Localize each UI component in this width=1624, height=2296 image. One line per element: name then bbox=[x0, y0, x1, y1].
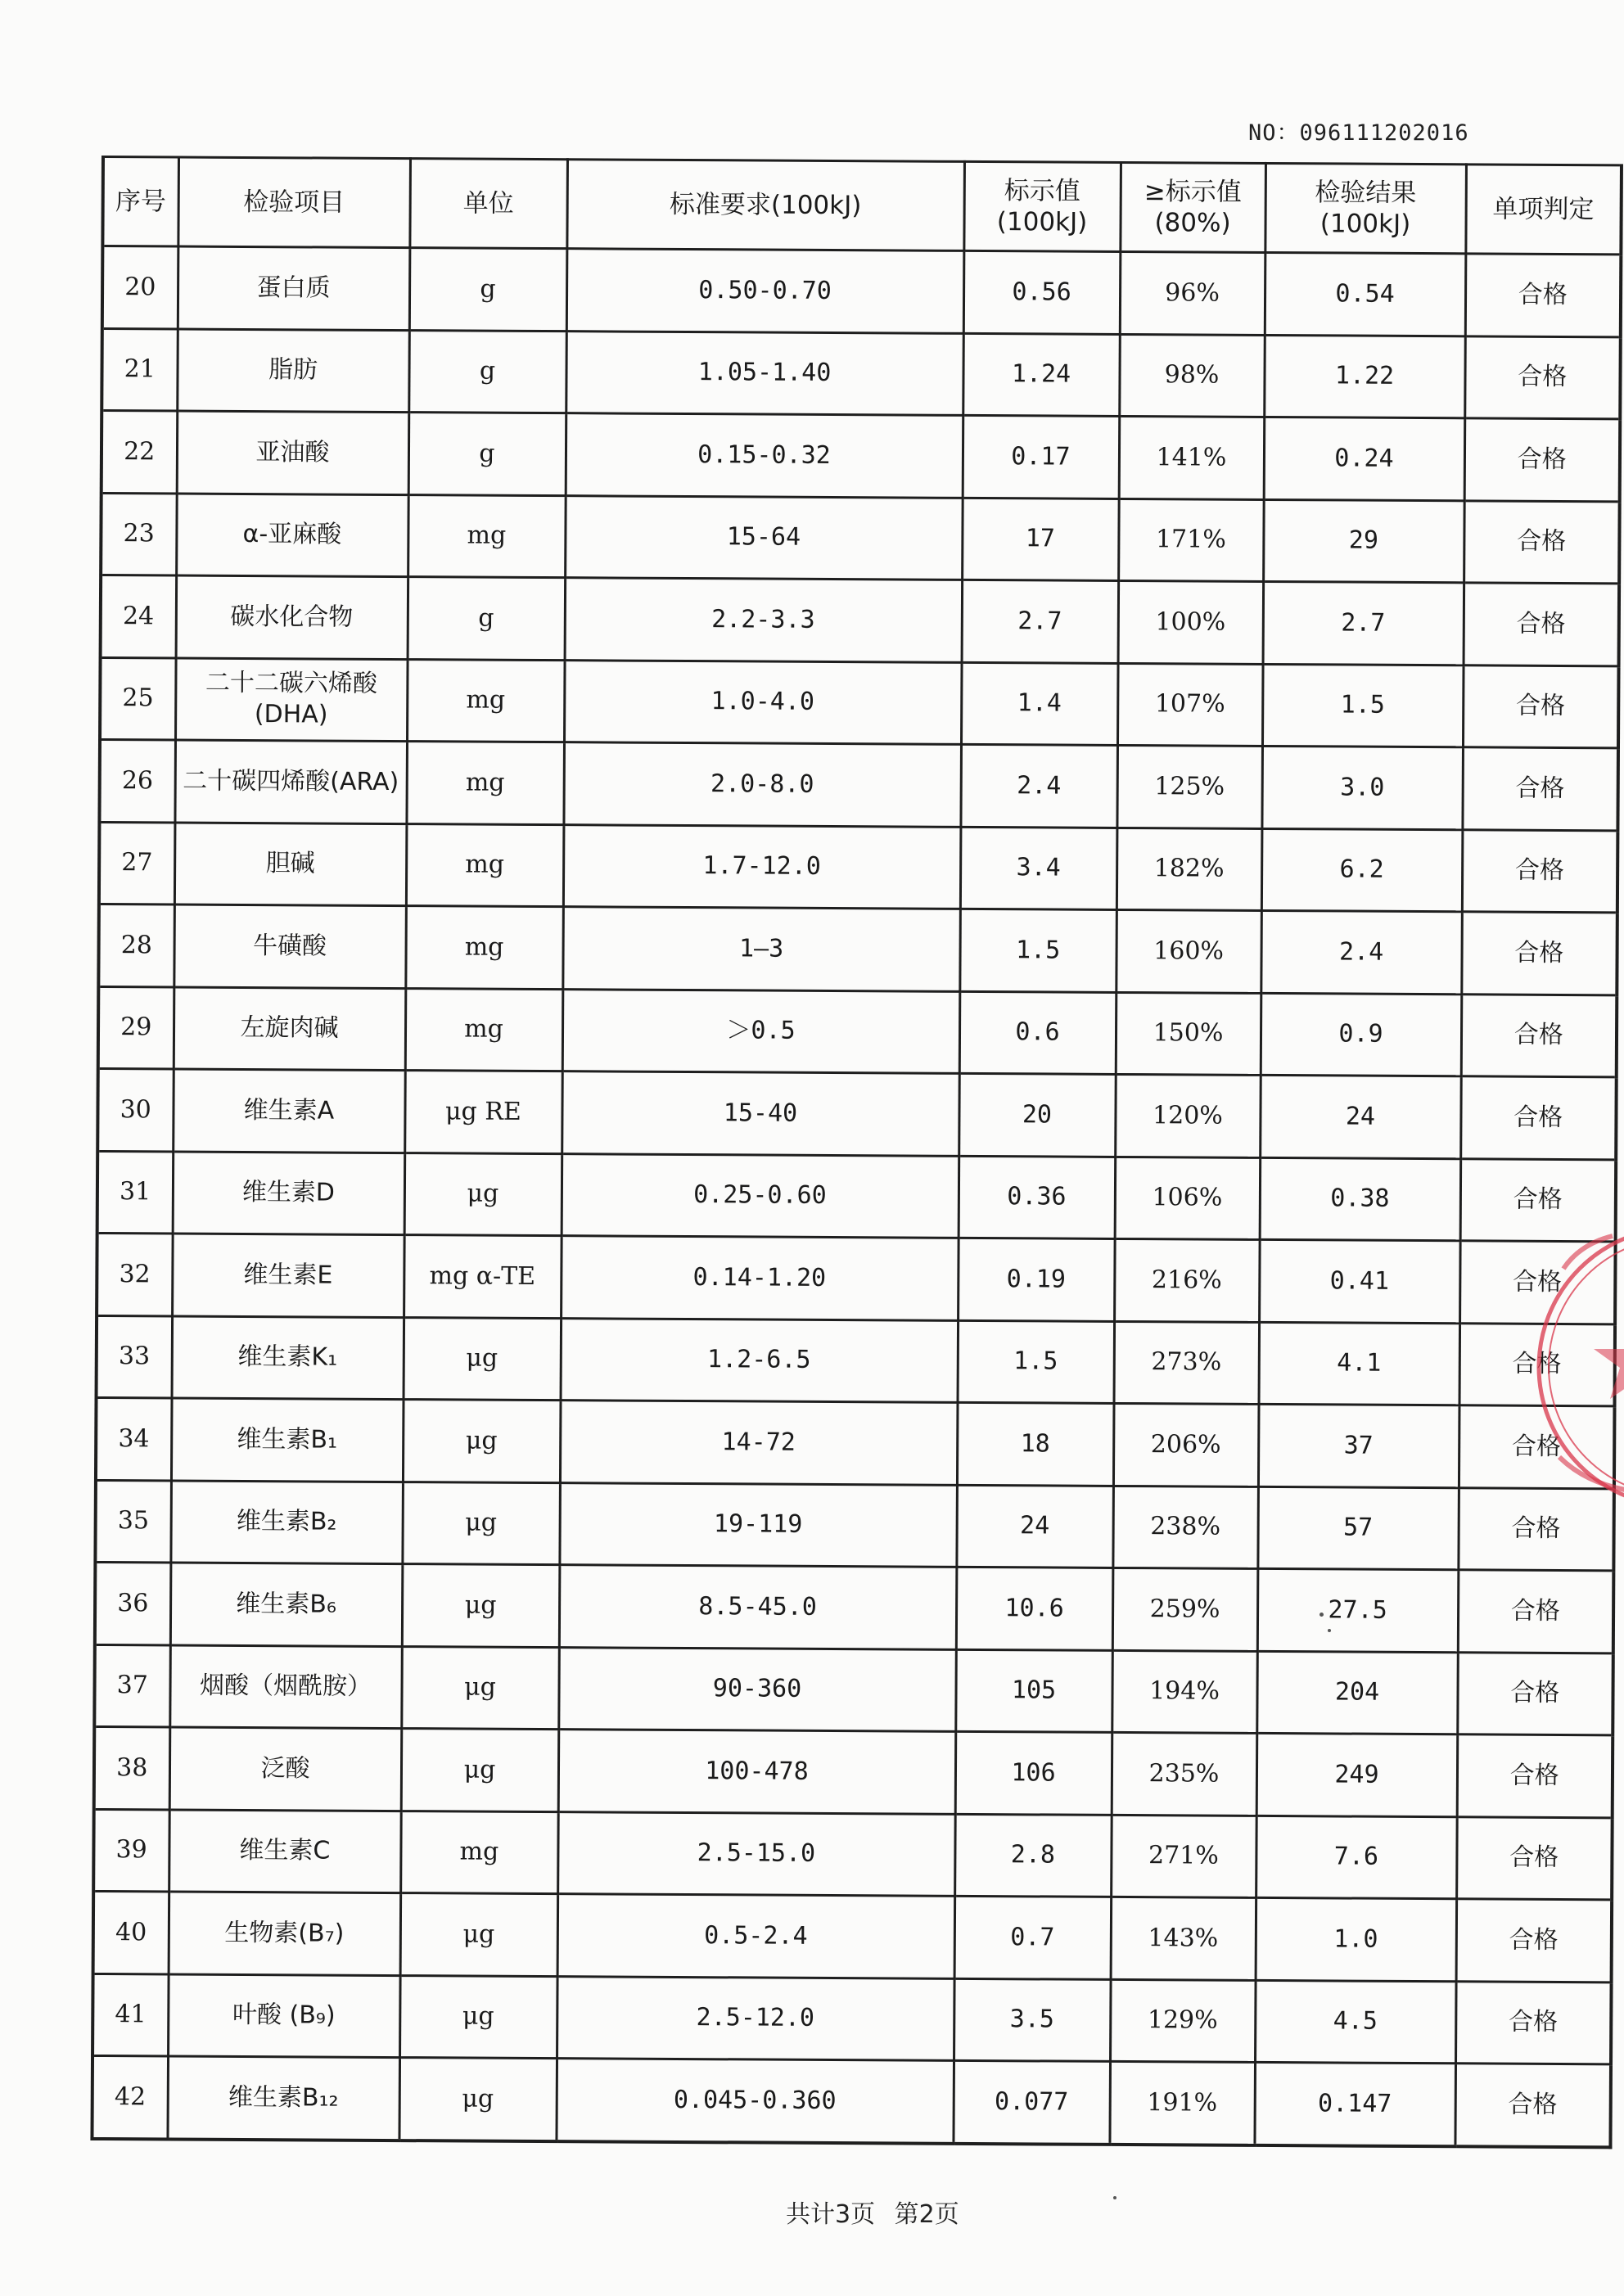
table-row bbox=[97, 1151, 1617, 1242]
cell-standard: 19-119 bbox=[559, 1482, 957, 1567]
cell-standard: 2.2-3.3 bbox=[565, 578, 963, 662]
cell-result: 57 bbox=[1257, 1486, 1459, 1570]
table-row bbox=[93, 1891, 1613, 1982]
cell-label-value: 105 bbox=[955, 1649, 1112, 1733]
cell-judgement: 合格 bbox=[1459, 1323, 1615, 1406]
cell-item: 胆碱 bbox=[174, 823, 407, 906]
table-row bbox=[100, 657, 1619, 748]
cell-judgement: 合格 bbox=[1459, 1241, 1616, 1324]
cell-seq: 40 bbox=[93, 1891, 169, 1973]
cell-seq: 39 bbox=[93, 1809, 169, 1892]
cell-seq: 28 bbox=[98, 904, 174, 986]
cell-judgement: 合格 bbox=[1465, 254, 1622, 337]
cell-seq: 34 bbox=[96, 1397, 172, 1480]
cell-standard: 2.0-8.0 bbox=[563, 742, 961, 827]
cell-standard: 0.045-0.360 bbox=[556, 2059, 954, 2144]
cell-unit: μg bbox=[402, 1482, 560, 1565]
cell-ge-label: 271% bbox=[1111, 1815, 1256, 1897]
cell-ge-label: 106% bbox=[1115, 1157, 1261, 1239]
table-row bbox=[97, 1315, 1616, 1406]
table-row bbox=[92, 2055, 1611, 2146]
cell-judgement: 合格 bbox=[1464, 336, 1621, 419]
cell-unit: μg bbox=[402, 1564, 560, 1648]
cell-seq: 23 bbox=[101, 493, 177, 575]
scan-speck bbox=[1320, 1613, 1324, 1617]
cell-ge-label: 129% bbox=[1110, 1979, 1256, 2062]
cell-seq: 35 bbox=[95, 1480, 171, 1563]
cell-unit: μg bbox=[404, 1153, 562, 1236]
cell-unit: μg bbox=[399, 1975, 557, 2059]
cell-unit: g bbox=[408, 413, 566, 496]
cell-standard: 1.0-4.0 bbox=[564, 660, 962, 744]
cell-judgement: 合格 bbox=[1462, 747, 1618, 831]
cell-unit: g bbox=[408, 577, 566, 661]
cell-judgement: 合格 bbox=[1457, 1734, 1613, 1818]
header-label-value: 标示值 (100kJ) bbox=[963, 161, 1121, 251]
cell-unit: mg bbox=[406, 823, 564, 907]
cell-item: 维生素B₁ bbox=[171, 1398, 404, 1482]
cell-judgement: 合格 bbox=[1461, 994, 1617, 1077]
header-ge-label: ≥标示值 (80%) bbox=[1120, 162, 1265, 252]
cell-seq: 32 bbox=[97, 1233, 173, 1315]
cell-judgement: 合格 bbox=[1459, 1405, 1615, 1489]
cell-result: 0.24 bbox=[1264, 417, 1465, 500]
table-row bbox=[93, 1809, 1613, 1900]
cell-ge-label: 182% bbox=[1116, 828, 1262, 910]
cell-judgement: 合格 bbox=[1462, 829, 1618, 913]
cell-seq: 42 bbox=[92, 2055, 168, 2139]
table-row bbox=[92, 1973, 1612, 2064]
cell-judgement: 合格 bbox=[1456, 1816, 1613, 1900]
cell-label-value: 2.7 bbox=[962, 580, 1119, 663]
cell-item: 亚油酸 bbox=[177, 411, 409, 494]
table-row bbox=[97, 1233, 1616, 1324]
table-row bbox=[101, 493, 1620, 584]
cell-standard: 0.5-2.4 bbox=[557, 1894, 955, 1978]
cell-result: 3.0 bbox=[1261, 746, 1463, 829]
cell-item: 维生素B₂ bbox=[170, 1480, 403, 1563]
cell-result: 0.9 bbox=[1261, 993, 1462, 1076]
cell-result: 27.5 bbox=[1257, 1568, 1459, 1652]
table-row bbox=[94, 1726, 1613, 1817]
table-row bbox=[96, 1397, 1615, 1488]
cell-judgement: 合格 bbox=[1458, 1487, 1614, 1571]
cell-label-value: 17 bbox=[962, 498, 1119, 581]
cell-seq: 37 bbox=[94, 1644, 170, 1727]
cell-result: 249 bbox=[1256, 1733, 1458, 1816]
cell-unit: mg bbox=[405, 906, 563, 990]
cell-label-value: 1.5 bbox=[958, 1320, 1115, 1404]
cell-standard: 15-40 bbox=[562, 1071, 959, 1156]
cell-judgement: 合格 bbox=[1456, 1899, 1613, 1982]
cell-judgement: 合格 bbox=[1455, 1981, 1612, 2064]
cell-ge-label: 259% bbox=[1112, 1568, 1258, 1650]
cell-item: 维生素D bbox=[173, 1152, 405, 1235]
cell-ge-label: 98% bbox=[1119, 334, 1265, 417]
cell-result: 29 bbox=[1263, 499, 1464, 583]
cell-standard: 0.15-0.32 bbox=[566, 413, 963, 498]
cell-judgement: 合格 bbox=[1463, 665, 1619, 748]
table-row bbox=[97, 1068, 1617, 1159]
page-footer bbox=[786, 2194, 959, 2230]
cell-ge-label: 141% bbox=[1119, 416, 1265, 498]
cell-standard: 1.2-6.5 bbox=[561, 1318, 959, 1402]
cell-result: 0.147 bbox=[1254, 2062, 1455, 2145]
cell-unit: μg RE bbox=[404, 1071, 562, 1154]
current-page: 第2页 bbox=[894, 2200, 959, 2229]
cell-result: 4.5 bbox=[1255, 1980, 1456, 2064]
cell-result: 1.5 bbox=[1262, 664, 1464, 747]
cell-result: 37 bbox=[1258, 1404, 1459, 1487]
cell-seq: 20 bbox=[102, 246, 178, 329]
table-header-row bbox=[102, 157, 1622, 255]
cell-item: 碳水化合物 bbox=[176, 575, 408, 659]
cell-label-value: 0.17 bbox=[963, 415, 1120, 498]
cell-label-value: 0.36 bbox=[959, 1156, 1116, 1239]
cell-label-value: 1.4 bbox=[961, 662, 1118, 746]
cell-result: 4.1 bbox=[1259, 1322, 1460, 1405]
cell-unit: g bbox=[409, 248, 567, 332]
cell-label-value: 2.8 bbox=[954, 1814, 1112, 1897]
cell-unit: mg bbox=[400, 1811, 558, 1894]
cell-item: 牛磺酸 bbox=[174, 904, 406, 988]
cell-standard: 0.25-0.60 bbox=[562, 1153, 959, 1238]
cell-item: 维生素A bbox=[173, 1069, 405, 1153]
header-result: 检验结果 (100kJ) bbox=[1265, 163, 1466, 253]
cell-seq: 26 bbox=[99, 740, 175, 823]
cell-standard: 1—3 bbox=[562, 907, 960, 991]
cell-seq: 24 bbox=[101, 575, 177, 658]
cell-ge-label: 171% bbox=[1118, 498, 1264, 581]
cell-unit: g bbox=[408, 330, 566, 413]
cell-item: 维生素C bbox=[169, 1809, 401, 1892]
table-row bbox=[95, 1562, 1614, 1653]
cell-label-value: 2.4 bbox=[960, 744, 1117, 828]
header-unit: 单位 bbox=[409, 159, 567, 249]
cell-result: 0.54 bbox=[1265, 252, 1466, 336]
cell-item: 维生素E bbox=[172, 1234, 404, 1317]
cell-unit: μg bbox=[401, 1729, 559, 1812]
cell-item: 生物素(B₇) bbox=[169, 1892, 401, 1975]
cell-result: 204 bbox=[1256, 1651, 1458, 1734]
cell-item: 维生素K₁ bbox=[172, 1316, 404, 1400]
cell-ge-label: 235% bbox=[1112, 1732, 1257, 1815]
cell-standard: 1.05-1.40 bbox=[566, 331, 963, 415]
cell-ge-label: 96% bbox=[1120, 251, 1265, 334]
cell-seq: 31 bbox=[97, 1151, 174, 1234]
cell-standard: 8.5-45.0 bbox=[559, 1565, 957, 1649]
cell-result: 1.22 bbox=[1264, 335, 1465, 418]
cell-label-value: 18 bbox=[957, 1402, 1114, 1486]
table-row bbox=[95, 1480, 1614, 1571]
cell-result: 2.4 bbox=[1261, 910, 1462, 994]
cell-item: 二十碳四烯酸(ARA) bbox=[174, 740, 407, 823]
cell-seq: 27 bbox=[99, 822, 175, 904]
cell-judgement: 合格 bbox=[1460, 1158, 1617, 1242]
cell-seq: 30 bbox=[97, 1068, 174, 1151]
table-row bbox=[101, 575, 1620, 666]
cell-judgement: 合格 bbox=[1457, 1652, 1613, 1735]
cell-result: 1.0 bbox=[1256, 1897, 1457, 1981]
cell-item: 脂肪 bbox=[177, 329, 409, 413]
cell-result: 0.41 bbox=[1259, 1239, 1460, 1323]
cell-label-value: 0.19 bbox=[958, 1238, 1115, 1321]
cell-standard: 100-478 bbox=[558, 1730, 956, 1814]
cell-judgement: 合格 bbox=[1461, 912, 1617, 995]
cell-seq: 33 bbox=[97, 1315, 173, 1398]
cell-unit: μg bbox=[400, 1893, 558, 1977]
cell-standard: 1.7-12.0 bbox=[563, 824, 961, 909]
header-seq: 序号 bbox=[102, 157, 178, 247]
cell-unit: μg bbox=[401, 1646, 559, 1730]
cell-result: 7.6 bbox=[1256, 1816, 1457, 1899]
cell-unit: μg bbox=[404, 1317, 562, 1401]
cell-seq: 38 bbox=[94, 1726, 170, 1809]
cell-ge-label: 206% bbox=[1113, 1403, 1259, 1486]
cell-ge-label: 125% bbox=[1116, 745, 1262, 828]
cell-seq: 41 bbox=[92, 1973, 169, 2056]
cell-ge-label: 273% bbox=[1114, 1321, 1260, 1404]
cell-ge-label: 107% bbox=[1117, 663, 1263, 746]
cell-ge-label: 160% bbox=[1116, 909, 1261, 992]
cell-seq: 36 bbox=[95, 1562, 171, 1644]
cell-standard: 0.14-1.20 bbox=[561, 1236, 959, 1320]
cell-unit: mg bbox=[406, 742, 564, 825]
scan-speck bbox=[1328, 1629, 1331, 1632]
cell-result: 24 bbox=[1260, 1075, 1461, 1158]
cell-judgement: 合格 bbox=[1455, 2064, 1611, 2147]
cell-standard: 0.50-0.70 bbox=[566, 249, 964, 333]
cell-ge-label: 150% bbox=[1116, 992, 1261, 1075]
cell-item: 泛酸 bbox=[169, 1727, 402, 1811]
cell-standard: 90-360 bbox=[558, 1647, 956, 1731]
cell-result: 2.7 bbox=[1263, 581, 1464, 665]
cell-standard: 2.5-12.0 bbox=[557, 1976, 954, 2060]
cell-seq: 21 bbox=[102, 328, 178, 411]
cell-label-value: 0.7 bbox=[954, 1896, 1112, 1979]
cell-seq: 25 bbox=[100, 657, 176, 740]
cell-item: 二十二碳六烯酸 (DHA) bbox=[175, 658, 408, 742]
cell-label-value: 1.24 bbox=[963, 333, 1120, 417]
cell-unit: μg bbox=[403, 1400, 561, 1483]
cell-result: 0.38 bbox=[1260, 1157, 1461, 1241]
cell-item: 烟酸（烟酰胺） bbox=[169, 1644, 402, 1728]
cell-seq: 22 bbox=[102, 411, 178, 494]
cell-label-value: 1.5 bbox=[959, 909, 1116, 992]
cell-judgement: 合格 bbox=[1464, 500, 1620, 584]
header-judgement: 单项判定 bbox=[1465, 165, 1622, 255]
cell-ge-label: 120% bbox=[1115, 1074, 1261, 1157]
cell-item: 维生素B₁₂ bbox=[167, 2056, 399, 2140]
cell-ge-label: 191% bbox=[1109, 2061, 1255, 2145]
cell-item: 维生素B₆ bbox=[170, 1563, 403, 1646]
header-standard: 标准要求(100kJ) bbox=[566, 160, 964, 251]
table-row bbox=[102, 328, 1621, 419]
cell-label-value: 10.6 bbox=[956, 1567, 1113, 1650]
cell-label-value: 24 bbox=[956, 1485, 1113, 1568]
cell-label-value: 0.077 bbox=[953, 2060, 1110, 2144]
cell-standard: 15-64 bbox=[565, 495, 963, 580]
table-row bbox=[94, 1644, 1613, 1735]
cell-seq: 29 bbox=[98, 986, 174, 1069]
cell-label-value: 0.56 bbox=[963, 250, 1121, 334]
cell-unit: mg bbox=[408, 494, 566, 578]
report-sheet bbox=[90, 156, 1620, 2149]
inspection-table bbox=[90, 156, 1623, 2149]
cell-ge-label: 194% bbox=[1112, 1650, 1257, 1733]
report-number: NO：096111202016 bbox=[1248, 120, 1469, 146]
cell-judgement: 合格 bbox=[1464, 418, 1621, 502]
table-row bbox=[102, 411, 1621, 502]
table-row bbox=[98, 904, 1617, 995]
cell-ge-label: 143% bbox=[1111, 1897, 1256, 1979]
cell-label-value: 20 bbox=[959, 1073, 1116, 1157]
cell-standard: 14-72 bbox=[560, 1401, 958, 1485]
cell-unit: mg α-TE bbox=[404, 1235, 562, 1319]
cell-result: 6.2 bbox=[1261, 828, 1463, 912]
cell-ge-label: 216% bbox=[1114, 1238, 1260, 1321]
cell-item: 左旋肉碱 bbox=[174, 987, 406, 1071]
cell-item: α-亚麻酸 bbox=[176, 494, 408, 577]
cell-ge-label: 100% bbox=[1118, 580, 1264, 663]
cell-item: 叶酸 (B₉) bbox=[168, 1973, 400, 2057]
table-body bbox=[92, 246, 1621, 2147]
table-row bbox=[98, 986, 1617, 1077]
cell-ge-label: 238% bbox=[1112, 1486, 1258, 1568]
cell-judgement: 合格 bbox=[1464, 583, 1620, 666]
total-pages: 共计3页 bbox=[786, 2200, 876, 2229]
cell-label-value: 0.6 bbox=[959, 991, 1116, 1075]
table-row bbox=[102, 246, 1622, 337]
cell-label-value: 106 bbox=[955, 1731, 1112, 1815]
cell-label-value: 3.4 bbox=[960, 827, 1117, 910]
cell-unit: mg bbox=[405, 988, 563, 1071]
cell-label-value: 3.5 bbox=[954, 1978, 1111, 2062]
cell-judgement: 合格 bbox=[1460, 1076, 1617, 1160]
header-item: 检验项目 bbox=[178, 157, 410, 248]
scan-speck bbox=[1113, 2196, 1116, 2199]
cell-unit: mg bbox=[407, 659, 565, 742]
cell-item: 蛋白质 bbox=[178, 246, 410, 330]
cell-standard: ＞0.5 bbox=[562, 989, 960, 1073]
cell-unit: μg bbox=[399, 2058, 557, 2141]
cell-judgement: 合格 bbox=[1458, 1570, 1614, 1653]
table-row bbox=[99, 822, 1618, 913]
table-row bbox=[99, 740, 1618, 831]
cell-standard: 2.5-15.0 bbox=[557, 1811, 955, 1896]
